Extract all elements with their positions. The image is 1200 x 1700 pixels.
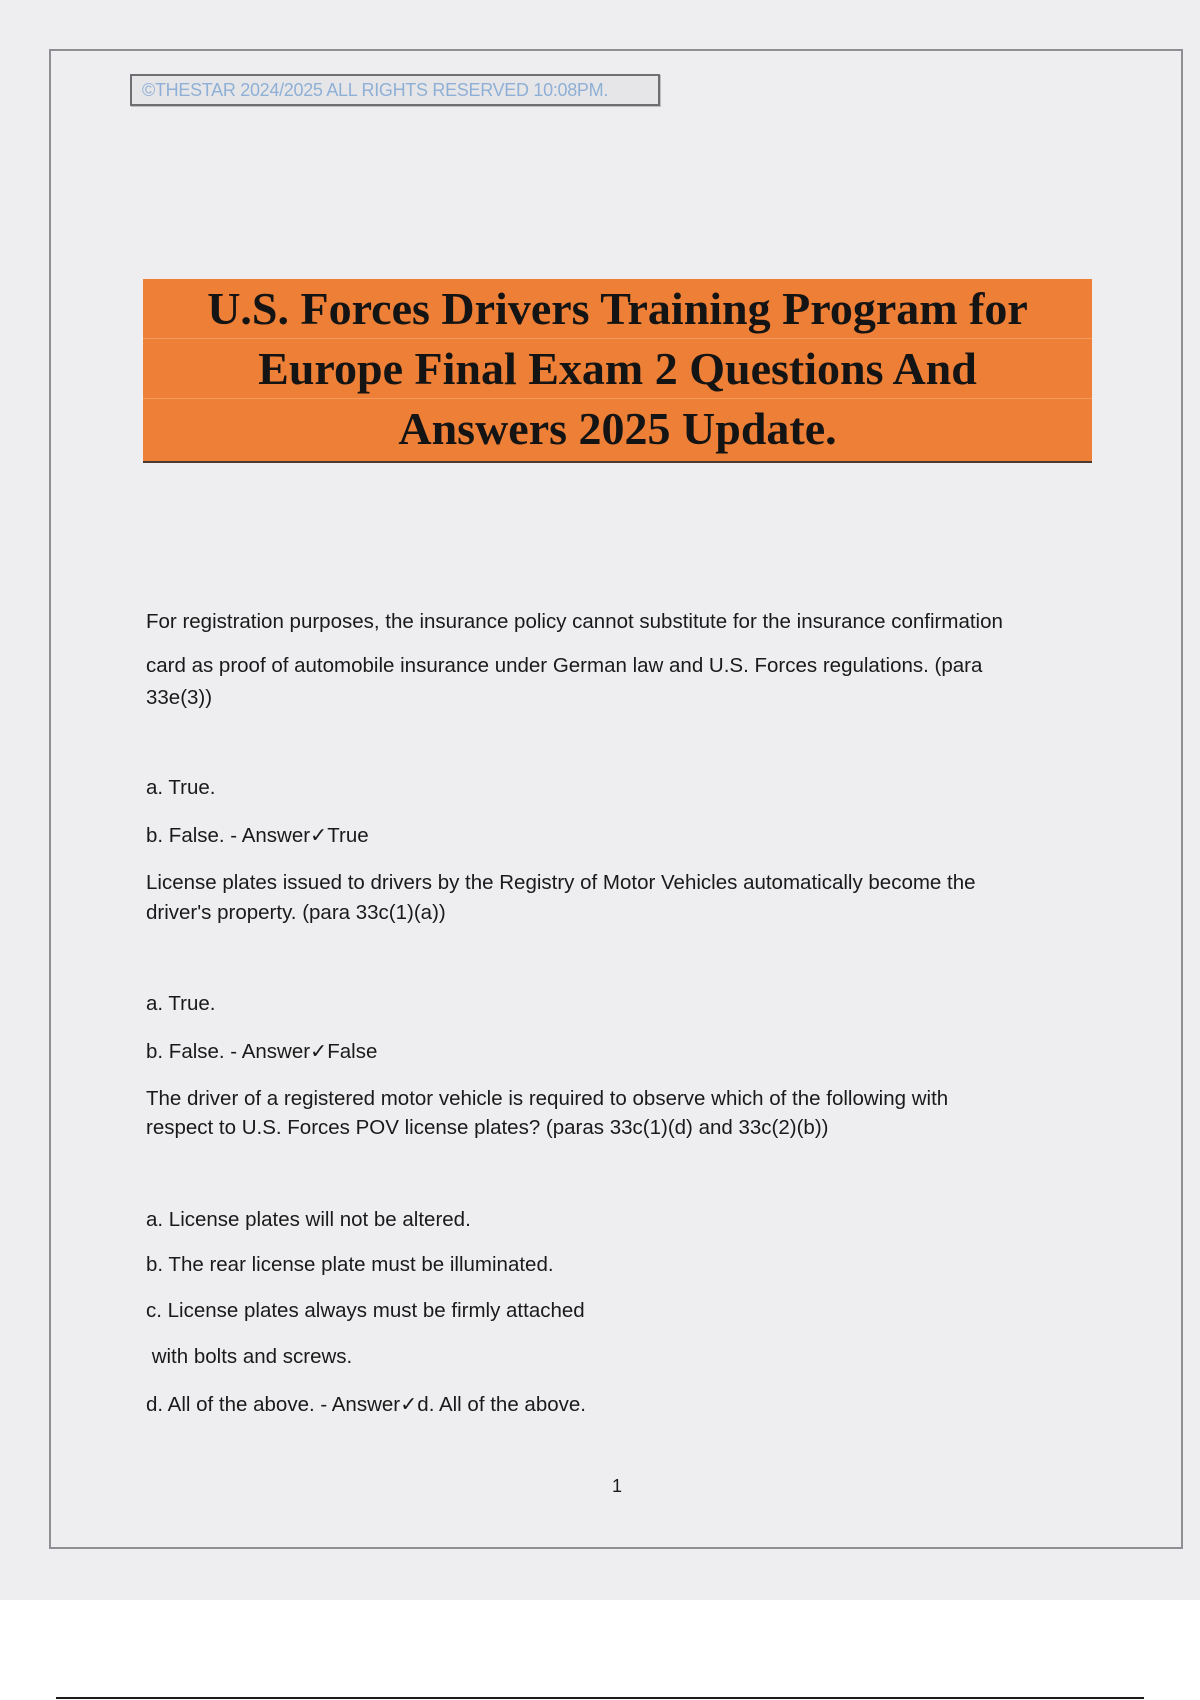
question-2-text-line-2: driver's property. (para 33c(1)(a))	[146, 901, 446, 924]
question-2-text-line-1: License plates issued to drivers by the Registry of Motor Vehicles automatically become the	[146, 871, 976, 894]
question-1-option-a: a. True.	[146, 776, 216, 799]
question-3-option-a: a. License plates will not be altered.	[146, 1208, 471, 1231]
page-frame	[49, 49, 1183, 1549]
document-title-banner	[143, 279, 1092, 463]
question-3-option-c-continued: with bolts and screws.	[146, 1345, 353, 1368]
question-1-option-b-answer: b. False. - Answer✓True	[146, 824, 369, 847]
page-number: 1	[611, 1476, 622, 1496]
question-3-option-c: c. License plates always must be firmly attached	[146, 1299, 585, 1322]
question-3-option-b: b. The rear license plate must be illuminated.	[146, 1253, 554, 1276]
title-line-3: Answers 2025 Update.	[398, 403, 837, 454]
question-3-option-d-answer: d. All of the above. - Answer✓d. All of the above.	[146, 1393, 586, 1416]
question-3-text-line-1: The driver of a registered motor vehicle is required to observe which of the following with	[146, 1087, 949, 1110]
question-2-option-b-answer: b. False. - Answer✓False	[146, 1040, 378, 1063]
question-1-text-line-2: card as proof of automobile insurance under German law and U.S. Forces regulations. (para	[146, 654, 983, 677]
title-line-1: U.S. Forces Drivers Training Program for	[207, 283, 1028, 334]
question-2-option-a: a. True.	[146, 992, 216, 1015]
question-1-text-line-1: For registration purposes, the insurance policy cannot substitute for the insurance confirmation	[146, 610, 1003, 633]
title-line-2: Europe Final Exam 2 Questions And	[258, 343, 977, 394]
question-3-text-line-2: respect to U.S. Forces POV license plates? (paras 33c(1)(d) and 33c(2)(b))	[146, 1116, 829, 1139]
bottom-divider	[56, 1697, 1144, 1699]
copyright-text: ©THESTAR 2024/2025 ALL RIGHTS RESERVED 10:08PM.	[142, 80, 609, 100]
question-1-text-line-3: 33e(3))	[146, 686, 213, 709]
copyright-watermark	[130, 74, 660, 106]
